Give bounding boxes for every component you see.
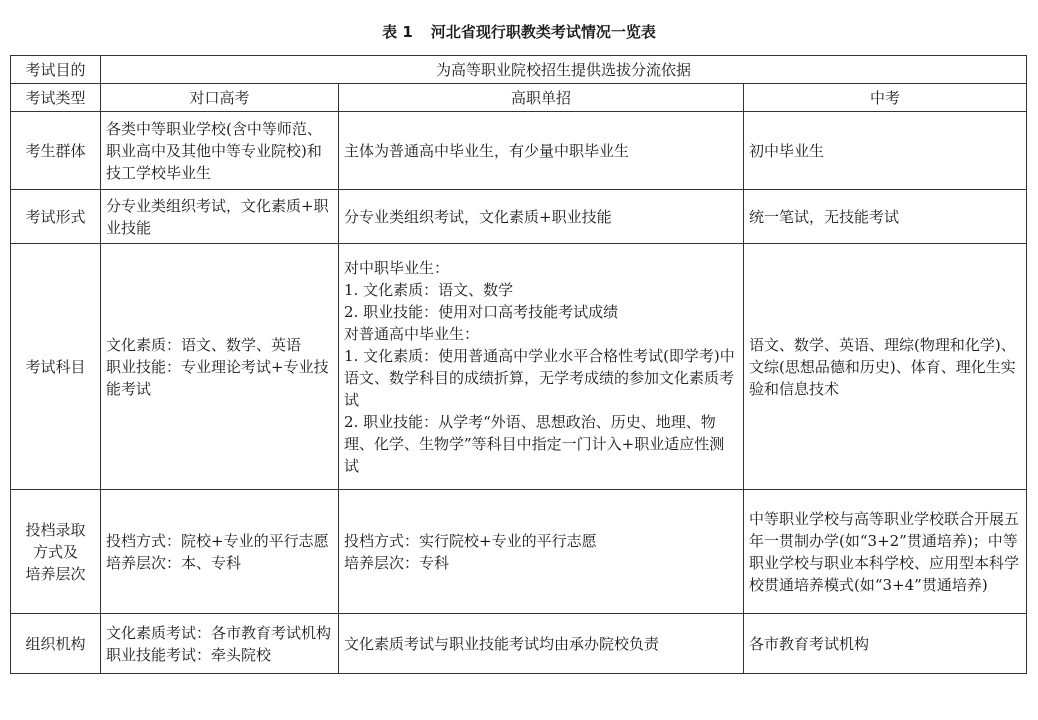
row-label [11, 112, 101, 190]
table-cell [339, 112, 744, 190]
table-row [11, 244, 1027, 490]
table-row [11, 112, 1027, 190]
table-cell [101, 490, 339, 614]
table-row [11, 56, 1027, 84]
table-row [11, 190, 1027, 244]
cell-line: 文化素质考试与职业技能考试均由承办院校负责 [344, 634, 660, 653]
table-title: 河北省现行职教类考试情况一览表 [430, 23, 656, 41]
column-header: 中考 [744, 84, 1027, 112]
column-header: 高职单招 [339, 84, 744, 112]
cell-line: 中等职业学校与高等职业学校联合开展五年一贯制办学(如“3+2”贯通培养)；中等职业学校与职业本科学校、应用型本科学校贯通培养模式(如“3+4”贯通培养) [749, 509, 1020, 594]
purpose-value: 为高等职业院校招生提供选拔分流依据 [101, 56, 1027, 84]
row-label-line: 投档录取 [25, 520, 86, 539]
table-cell [339, 490, 744, 614]
row-label-line: 考生群体 [25, 141, 86, 160]
table-cell [101, 190, 339, 244]
cell-line: 主体为普通高中毕业生，有少量中职毕业生 [344, 141, 630, 160]
cell-line: 初中毕业生 [749, 141, 825, 160]
row-label-line: 培养层次 [25, 564, 86, 583]
row-label [11, 614, 101, 674]
row-label [11, 490, 101, 614]
cell-line: 2. 职业技能：使用对口高考技能考试成绩 [344, 302, 619, 321]
table-cell [744, 190, 1027, 244]
exam-overview-table [10, 55, 1027, 674]
table-cell [744, 244, 1027, 490]
cell-line: 文化素质考试：各市教育考试机构 [106, 623, 332, 642]
cell-line: 培养层次：专科 [344, 553, 450, 572]
cell-line: 文化素质：语文、数学、英语 [106, 335, 302, 354]
row-label-line: 考试科目 [25, 357, 86, 376]
cell-line: 分专业类组织考试，文化素质+职业技能 [344, 207, 612, 226]
column-header: 对口高考 [101, 84, 339, 112]
row-label [11, 190, 101, 244]
table-cell [101, 244, 339, 490]
table-caption [0, 22, 1038, 42]
table-cell [101, 614, 339, 674]
table-cell [744, 112, 1027, 190]
cell-line: 培养层次：本、专科 [106, 553, 242, 572]
cell-line: 1. 文化素质：使用普通高中学业水平合格性考试(即学考)中语文、数学科目的成绩折算，无学考成绩的参加文化素质考试 [344, 346, 735, 409]
cell-line: 职业技能考试：牵头院校 [106, 645, 272, 664]
table-cell [744, 490, 1027, 614]
cell-line: 各市教育考试机构 [749, 634, 870, 653]
cell-line: 投档方式：院校+专业的平行志愿 [106, 531, 329, 550]
table-cell [101, 112, 339, 190]
table-row [11, 490, 1027, 614]
table-row [11, 614, 1027, 674]
row-label-line: 组织机构 [25, 634, 86, 653]
row-label-line: 方式及 [32, 542, 78, 561]
table-cell [744, 614, 1027, 674]
row-label [11, 244, 101, 490]
row-label-line: 考试形式 [25, 207, 86, 226]
cell-line: 职业技能：专业理论考试+专业技能考试 [106, 357, 329, 398]
cell-line: 语文、数学、英语、理综(物理和化学)、文综(思想品德和历史)、体育、理化生实验和信息技术 [749, 335, 1016, 398]
table-cell [339, 244, 744, 490]
cell-line: 投档方式：实行院校+专业的平行志愿 [344, 531, 597, 550]
cell-line: 2. 职业技能：从学考“外语、思想政治、历史、地理、物理、化学、生物学”等科目中指定一门计入+职业适应性测试 [344, 412, 725, 475]
table-cell [339, 190, 744, 244]
cell-line: 对普通高中毕业生： [344, 324, 480, 343]
cell-line: 1. 文化素质：语文、数学 [344, 280, 514, 299]
cell-line: 对中职毕业生： [344, 258, 450, 277]
table-row [11, 84, 1027, 112]
cell-line: 各类中等职业学校(含中等师范、职业高中及其他中等专业院校)和技工学校毕业生 [106, 119, 322, 182]
row-label: 考试目的 [11, 56, 101, 84]
cell-line: 分专业类组织考试，文化素质+职业技能 [106, 196, 329, 237]
table-cell [339, 614, 744, 674]
cell-line: 统一笔试，无技能考试 [749, 207, 900, 226]
row-label: 考试类型 [11, 84, 101, 112]
table-number: 表 1 [382, 23, 413, 41]
